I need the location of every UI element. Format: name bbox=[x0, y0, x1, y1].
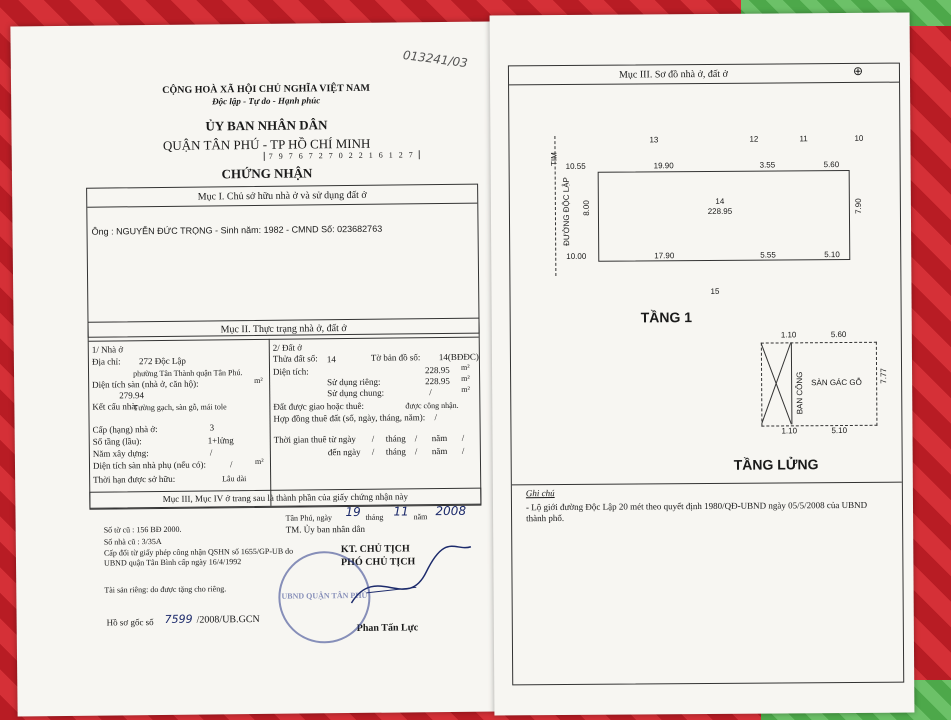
handwritten-corner-note: 013241/03 bbox=[402, 47, 469, 71]
street-name: ĐƯỜNG ĐỘC LẬP bbox=[561, 177, 572, 246]
term-value: Lâu dài bbox=[222, 474, 247, 484]
sign-role: KT. CHỦ TỊCH bbox=[340, 543, 410, 556]
month-label: tháng bbox=[385, 446, 406, 457]
year-label: Năm xây dựng: bbox=[92, 448, 149, 459]
map-label: Tờ bản đồ số: bbox=[370, 352, 421, 363]
shared-label: Sử dụng chung: bbox=[327, 387, 385, 399]
map-value: 14(BĐĐC) bbox=[438, 351, 479, 363]
section-1-box bbox=[86, 184, 480, 338]
certificate-right-page bbox=[490, 13, 915, 716]
floors-value: 1+lửng bbox=[207, 435, 234, 446]
mezz-dim-top-0: 1.10 bbox=[780, 330, 797, 340]
lease-value: / bbox=[434, 412, 438, 423]
stamp-text: UBND QUẬN TÂN PHÚ bbox=[281, 590, 368, 601]
unit: m² bbox=[460, 362, 470, 372]
street-code: TIM bbox=[549, 152, 559, 167]
mezz-dim-right: 7.77 bbox=[879, 368, 889, 384]
owner-line: Ông : NGUYỄN ĐỨC TRỌNG - Sinh năm: 1982 - CMND Số: 023682763 bbox=[91, 223, 383, 237]
term-label: Thời hạn được sở hữu: bbox=[93, 473, 176, 485]
plot-value: 14 bbox=[326, 354, 336, 365]
lease-to-label: đến ngày bbox=[327, 446, 361, 458]
section-2-heading: Mục II. Thực trạng nhà ở, đất ở bbox=[220, 323, 347, 336]
dim-right: 7.90 bbox=[853, 198, 863, 214]
divider bbox=[509, 82, 899, 86]
aux-area-label: Diện tích sàn nhà phụ (nếu có): bbox=[92, 459, 207, 471]
serial-number: 7 9 7 6 7 2 7 0 2 2 1 6 1 2 7 bbox=[264, 150, 420, 161]
area-value: 228.95 bbox=[424, 364, 450, 376]
mezzanine-label: SÀN GÁC GỖ bbox=[811, 377, 862, 388]
divider bbox=[512, 482, 902, 486]
neighbor-13: 13 bbox=[649, 135, 659, 145]
slash: / bbox=[371, 446, 375, 457]
sign-role2: PHÓ CHỦ TỊCH bbox=[340, 556, 416, 569]
dim-bottom-0: 10.00 bbox=[566, 251, 587, 261]
alloc-value: được công nhận. bbox=[405, 400, 459, 411]
divider bbox=[87, 203, 477, 208]
registry-line: Số tờ cũ : 156 BĐ 2000. bbox=[103, 524, 182, 535]
plot-number: 14 bbox=[715, 196, 725, 206]
land-label: 2/ Đất ở bbox=[272, 342, 303, 353]
file-no-label: Hồ sơ gốc số bbox=[106, 617, 154, 628]
compass-icon: ⊕ bbox=[852, 63, 864, 78]
slash: / bbox=[461, 445, 465, 456]
motto: Độc lập - Tự do - Hạnh phúc bbox=[212, 95, 321, 107]
grade-value: 3 bbox=[209, 422, 215, 433]
section-2-box bbox=[87, 318, 481, 509]
old-house-no: Số nhà cũ : 3/35A bbox=[103, 536, 162, 547]
section-note-box bbox=[89, 488, 481, 510]
balcony-label: BAN CÔNG bbox=[795, 371, 805, 415]
slash: / bbox=[461, 432, 465, 443]
dim-top-1: 19.90 bbox=[653, 161, 674, 171]
diagram-heading: Mục III. Sơ đồ nhà ở, đất ở bbox=[618, 68, 728, 81]
grade-label: Cấp (hạng) nhà ở: bbox=[92, 424, 158, 435]
structure-value: Tường gạch, sàn gỗ, mái tole bbox=[133, 402, 227, 413]
neighbor-12: 12 bbox=[749, 134, 759, 144]
plot-area: 228.95 bbox=[707, 206, 733, 216]
column-divider bbox=[269, 339, 272, 506]
file-no-value: 7599 bbox=[164, 612, 193, 626]
sign-place: Tân Phú, ngày bbox=[285, 513, 333, 523]
mezz-dim-top-1: 5.60 bbox=[830, 329, 847, 340]
committee-title: ỦY BAN NHÂN DÂN bbox=[205, 117, 328, 134]
floor-area-value: 279.94 bbox=[119, 390, 145, 401]
plot-label: Thửa đất số: bbox=[272, 353, 318, 364]
dim-bottom-3: 5.10 bbox=[824, 250, 840, 260]
slash: / bbox=[414, 446, 418, 457]
mezz-dim-bottom-0: 1.10 bbox=[781, 426, 798, 436]
floor2-label: TẦNG LỬNG bbox=[733, 456, 819, 473]
district-title: QUẬN TÂN PHÚ - TP HỒ CHÍ MINH bbox=[162, 135, 371, 153]
shared-value: / bbox=[429, 387, 432, 398]
slash: / bbox=[414, 433, 418, 444]
unit: m² bbox=[254, 456, 264, 466]
dim-bottom-2: 5.55 bbox=[760, 250, 776, 260]
address-label: Địa chỉ: bbox=[91, 356, 121, 367]
unit: m² bbox=[254, 375, 263, 385]
sign-day: 19 bbox=[345, 504, 361, 520]
sign-org: TM. Ủy ban nhân dân bbox=[285, 523, 365, 535]
unit: m² bbox=[461, 384, 470, 394]
lease-label: Hợp đồng thuê đất (số, ngày, tháng, năm): bbox=[273, 412, 426, 424]
certificate-left-page bbox=[10, 22, 497, 717]
ward-value: phường Tân Thành quận Tân Phú. bbox=[132, 368, 243, 379]
slash: / bbox=[371, 433, 375, 444]
balcony-cross bbox=[761, 342, 792, 424]
signer-name: Phan Tấn Lực bbox=[356, 622, 419, 634]
year-label: năm bbox=[431, 432, 448, 444]
file-no-suffix: /2008/UB.GCN bbox=[196, 613, 260, 626]
address-value: 272 Độc Lập bbox=[138, 355, 186, 367]
private-assets: Tài sản riêng: do được tặng cho riêng. bbox=[104, 584, 227, 595]
month-label: tháng bbox=[385, 433, 406, 444]
aux-area-value: / bbox=[229, 459, 233, 470]
house-label: 1/ Nhà ở bbox=[91, 344, 124, 355]
year-label: năm bbox=[431, 445, 448, 457]
private-value: 228.95 bbox=[425, 375, 450, 387]
lease-from-label: Thời gian thuê từ ngày bbox=[273, 433, 356, 445]
dim-top-2: 3.55 bbox=[759, 160, 776, 170]
dim-bottom-1: 17.90 bbox=[654, 251, 675, 261]
official-stamp bbox=[278, 551, 371, 644]
neighbor-11: 11 bbox=[799, 134, 808, 144]
dim-top-0: 10.55 bbox=[565, 161, 586, 171]
unit: m² bbox=[461, 373, 470, 383]
year-value: / bbox=[209, 447, 213, 458]
neighbor-10: 10 bbox=[854, 133, 864, 143]
sign-month-label: tháng bbox=[365, 512, 384, 522]
mezz-dim-bottom-1: 5.10 bbox=[831, 425, 848, 436]
floor1-label: TẦNG 1 bbox=[640, 309, 693, 326]
republic-title: CỘNG HOÀ XÃ HỘI CHỦ NGHĨA VIỆT NAM bbox=[162, 82, 370, 96]
floors-label: Số tầng (lầu): bbox=[92, 436, 142, 447]
area-label: Diện tích: bbox=[272, 366, 309, 377]
dim-left: 8.00 bbox=[581, 200, 591, 216]
sign-year: 2008 bbox=[435, 503, 467, 519]
divider bbox=[89, 337, 479, 342]
neighbor-15: 15 bbox=[710, 286, 720, 296]
alloc-label: Đất được giao hoặc thuê: bbox=[273, 400, 365, 412]
floor-area-label: Diện tích sàn (nhà ở, căn hộ): bbox=[92, 378, 199, 390]
notes-text: - Lộ giới đường Độc Lập 20 mét theo quyết định 1980/QĐ-UBND ngày 05/5/2008 của UBND thành phố. bbox=[525, 499, 868, 524]
section-1-heading: Mục I. Chủ sở hữu nhà ở và sử dụng đất ở bbox=[197, 189, 367, 203]
notes-heading: Ghi chú bbox=[525, 488, 555, 499]
private-label: Sử dụng riêng: bbox=[327, 376, 381, 388]
dim-top-3: 5.60 bbox=[823, 160, 840, 170]
certificate-title: CHỨNG NHẬN bbox=[221, 165, 313, 182]
sign-year-label: năm bbox=[413, 512, 428, 522]
sign-month: 11 bbox=[393, 504, 409, 519]
structure-label: Kết cấu nhà: bbox=[92, 401, 138, 412]
section-note: Mục III, Mục IV ở trang sau là thành phần của giấy chứng nhận này bbox=[162, 491, 408, 504]
diagram-frame bbox=[508, 63, 904, 686]
issued-by: Cấp đổi từ giấy phép công nhận QSHN số 1655/GP-UB do UBND quận Tân Bình cấp ngày 16/4/1992 bbox=[103, 546, 294, 568]
